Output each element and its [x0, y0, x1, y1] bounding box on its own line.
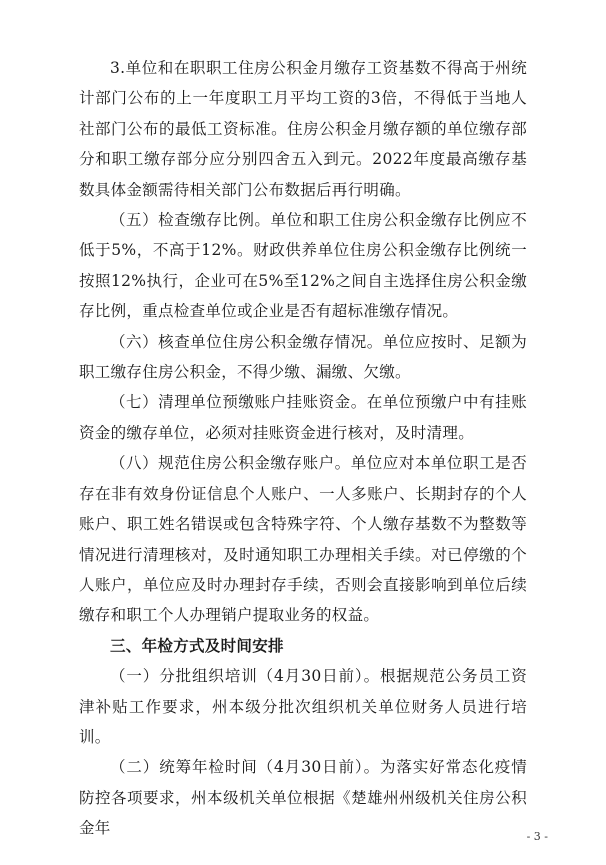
- paragraph-contribution-base: 3.单位和在职职工住房公积金月缴存工资基数不得高于州统计部门公布的上一年度职工月平均工资的3倍，不得低于当地人社部门公布的最低工资标准。住房公积金月缴存额的单位缴存部分和职工缴存部分应分别四舍五入到元。2022年度最高缴存基数具体金额需待相关部门公布数据后再行明确。: [79, 59, 527, 199]
- paragraph-check-contribution-ratio: （五）检查缴存比例。单位和职工住房公积金缴存比例应不低于5%，不高于12%。财政供养单位住房公积金缴存比例统一按照12%执行，企业可在5%至12%之间自主选择住房公积金缴存比例，重点检查单位或企业是否有超标准缴存情况。: [79, 211, 527, 321]
- paragraph-verify-contributions: （六）核查单位住房公积金缴存情况。单位应按时、足额为职工缴存住房公积金，不得少缴、漏缴、欠缴。: [79, 332, 527, 382]
- paragraph-organize-training: （一）分批组织培训（4月30日前）。根据规范公务员工资津补贴工作要求，州本级分批次组织机关单位财务人员进行培训。: [79, 667, 527, 746]
- paragraph-standardize-accounts: （八）规范住房公积金缴存账户。单位应对本单位职工是否存在非有效身份证信息个人账户、一人多账户、长期封存的个人账户、职工姓名错误或包含特殊字符、个人缴存基数不为整数等情况进行清理核对，及时通知职工办理相关手续。对已停缴的个人账户，单位应及时办理封存手续，否则会直接影响到单位后续缴存和职工个人办理销户提取业务的权益。: [79, 454, 527, 625]
- paragraph-clear-prepaid-funds: （七）清理单位预缴账户挂账资金。在单位预缴户中有挂账资金的缴存单位，必须对挂账资金进行核对，及时清理。: [79, 393, 527, 442]
- page-number: - 3 -: [526, 830, 548, 843]
- paragraph-inspection-time: （二）统筹年检时间（4月30日前）。为落实好常态化疫情防控各项要求，州本级机关单位根据《楚雄州州级机关住房公积金年: [79, 758, 527, 838]
- section-heading-inspection-schedule: 三、年检方式及时间安排: [110, 636, 284, 655]
- document-body: [79, 53, 527, 844]
